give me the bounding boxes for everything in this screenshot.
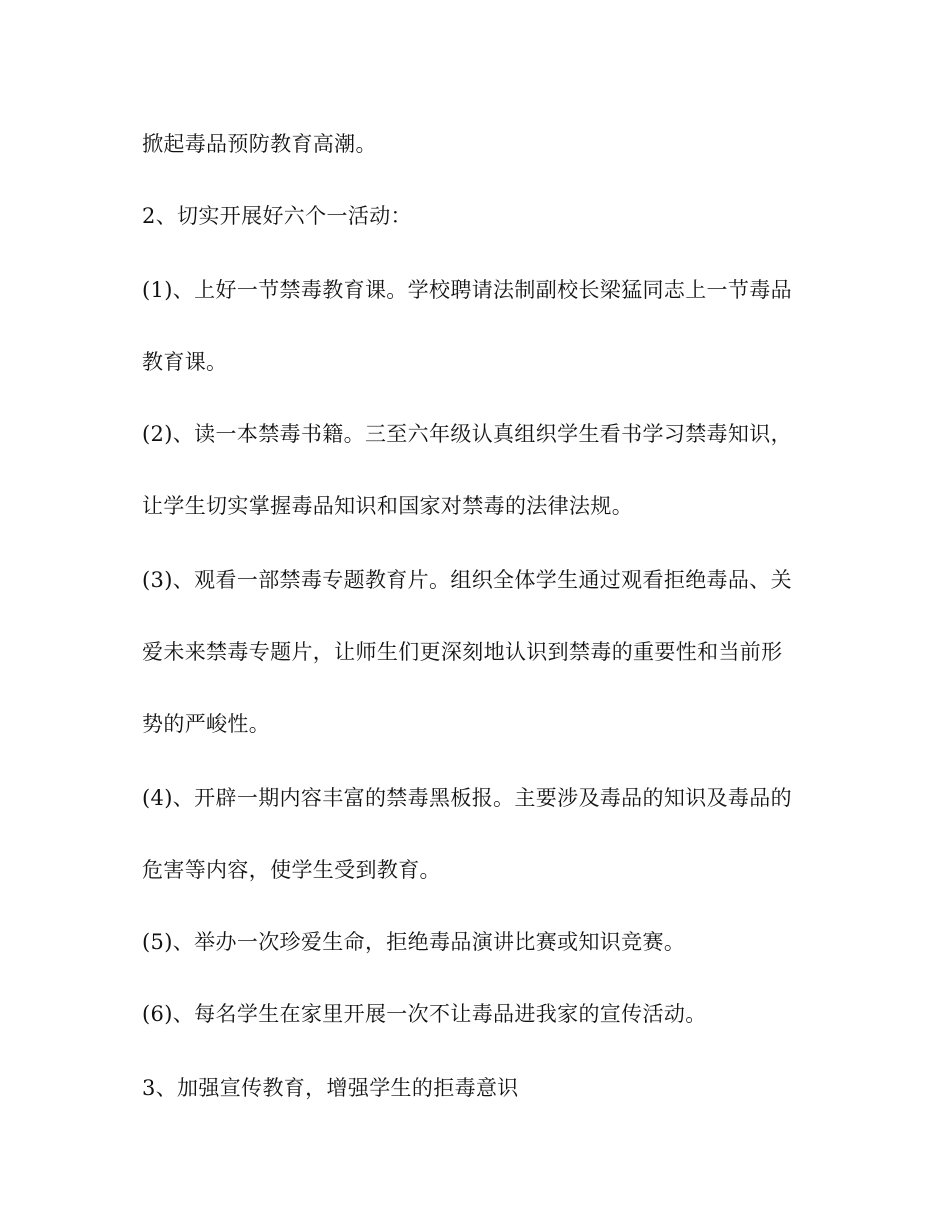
body-text-line: 让学生切实掌握毒品知识和国家对禁毒的法律法规。 [142, 494, 634, 518]
list-item-text: (5)、举办一次珍爱生命，拒绝毒品演讲比赛或知识竞赛。 [142, 930, 686, 954]
body-text-line: 爱未来禁毒专题片，让师生们更深刻地认识到禁毒的重要性和当前形 [142, 640, 783, 664]
list-item-text: (4)、开辟一期内容丰富的禁毒黑板报。主要涉及毒品的知识及毒品的 [142, 786, 792, 810]
list-item-text: (6)、每名学生在家里开展一次不让毒品进我家的宣传活动。 [142, 1002, 707, 1026]
body-text-line: 教育课。 [142, 350, 228, 374]
list-item-text: (1)、上好一节禁毒教育课。学校聘请法制副校长梁猛同志上一节毒品 [142, 278, 792, 302]
list-item-text: (2)、读一本禁毒书籍。三至六年级认真组织学生看书学习禁毒知识， [142, 422, 792, 446]
list-item-text: (3)、观看一部禁毒专题教育片。组织全体学生通过观看拒绝毒品、关 [142, 568, 792, 592]
body-text-line: 势的严峻性。 [142, 712, 271, 736]
section-heading: 2、切实开展好六个一活动： [142, 204, 412, 228]
section-heading: 3、加强宣传教育，增强学生的拒毒意识 [142, 1076, 519, 1100]
body-text-line: 危害等内容，使学生受到教育。 [142, 858, 441, 882]
body-text-line: 掀起毒品预防教育高潮。 [142, 132, 377, 156]
